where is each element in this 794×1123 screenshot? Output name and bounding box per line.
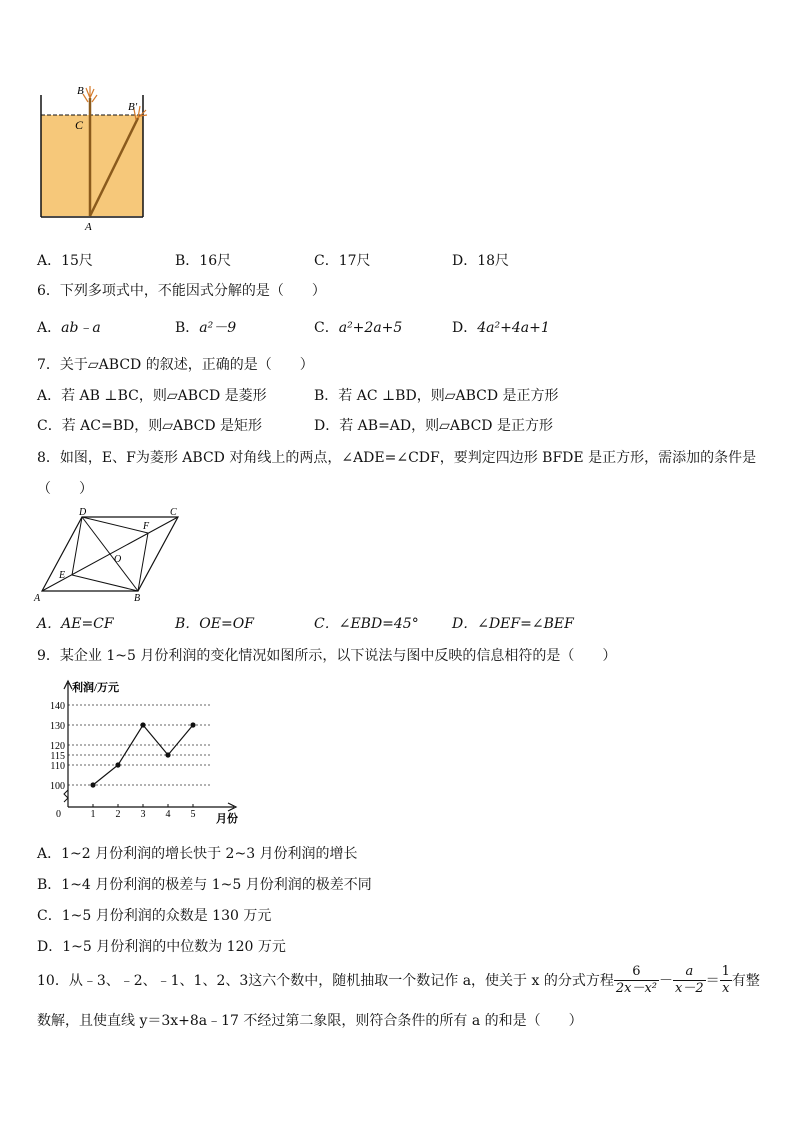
q6-d-expr: 4a²+4a+1 — [477, 320, 550, 336]
q8-option-b[interactable]: B．OE=OF — [175, 616, 254, 632]
data-point-month-3 — [140, 722, 145, 727]
y-tick-label-115: 115 — [50, 751, 65, 762]
q5-option-b[interactable]: B．16尺 — [175, 253, 232, 269]
q9-option-b[interactable]: B．1~4 月份利润的极差与 1~5 月份利润的极差不同 — [37, 877, 372, 893]
q7-option-d[interactable]: D．若 AB=AD，则▱ABCD 是正方形 — [314, 418, 553, 434]
q7-option-a[interactable]: A．若 AB ⊥BC，则▱ABCD 是菱形 — [37, 388, 267, 404]
f2-den: x－2 — [675, 980, 704, 996]
label-B-prime: B′ — [128, 101, 138, 113]
q7-stem: 7．关于▱ABCD 的叙述，正确的是（ ） — [37, 357, 314, 373]
q8-stem-line1: 8．如图，E、F为菱形 ABCD 对角线上的两点，∠ADE=∠CDF，要判定四边形 BFDE 是正方形，需添加的条件是 — [37, 450, 757, 466]
fig8-label-o: O — [114, 554, 122, 565]
data-point-month-4 — [165, 752, 170, 757]
q6-option-c[interactable] — [314, 317, 402, 337]
y-tick-label-110: 110 — [50, 761, 65, 772]
f1-num: 6 — [614, 964, 659, 981]
x-tick-label-1: 1 — [90, 809, 96, 820]
f3-den: x — [722, 980, 730, 996]
data-point-month-2 — [115, 762, 120, 767]
q10-eq: ＝ — [705, 973, 720, 989]
y-tick-label-140: 140 — [50, 701, 65, 712]
q7-option-c[interactable]: C．若 AC=BD，则▱ABCD 是矩形 — [37, 418, 263, 434]
q6-b-expr: a²－9 — [199, 320, 237, 336]
q9-option-a[interactable]: A．1~2 月份利润的增长快于 2~3 月份利润的增长 — [37, 846, 358, 862]
fraction-6-over-2x-x2 — [614, 964, 659, 997]
q6-c-expr: a²+2a+5 — [338, 320, 403, 336]
fraction-1-over-x — [720, 964, 732, 997]
q5-option-a[interactable]: A．15尺 — [37, 253, 93, 269]
y-tick-label-130: 130 — [50, 721, 65, 732]
q10-minus: － — [659, 973, 674, 989]
q6-a-expr: ab﹣a — [61, 320, 101, 336]
fig8-label-b: B — [134, 593, 141, 604]
q8-option-a[interactable]: A．AE=CF — [37, 616, 114, 632]
label-B: B — [77, 85, 84, 97]
q6-d-prefix: D． — [452, 320, 478, 336]
q5-option-d[interactable]: D．18尺 — [452, 253, 510, 269]
water-fill — [41, 115, 143, 216]
f3-num: 1 — [721, 963, 730, 979]
fig8-label-e: E — [59, 570, 66, 581]
q5-option-c[interactable]: C．17尺 — [314, 253, 371, 269]
q8-stem-line2: （ ） — [37, 481, 93, 497]
fig8-label-c: C — [170, 507, 177, 518]
q9-option-d[interactable]: D．1~5 月份利润的中位数为 120 万元 — [37, 939, 286, 955]
rhombus-figure — [30, 505, 190, 605]
label-C: C — [75, 118, 84, 132]
x-tick-label-5: 5 — [190, 809, 196, 820]
fig8-label-f: F — [143, 521, 150, 532]
profit-line-chart — [38, 677, 248, 827]
q10-line1 — [37, 960, 760, 1000]
q6-a-prefix: A． — [37, 320, 62, 336]
q6-option-d[interactable] — [452, 317, 550, 337]
q6-stem: 6．下列多项式中，不能因式分解的是（ ） — [37, 283, 326, 299]
x-tick-label-4: 4 — [165, 809, 171, 820]
q6-option-a[interactable] — [37, 317, 101, 337]
q10-post: 有整 — [731, 973, 760, 989]
q10-pre: 10．从﹣3、﹣2、﹣1、1、2、3这六个数中，随机抽取一个数记作 a，使关于 x 的分式方程 — [37, 973, 614, 989]
q8-option-c[interactable]: C．∠EBD=45° — [314, 616, 419, 632]
q6-option-b[interactable] — [175, 317, 236, 337]
origin-label: 0 — [56, 809, 61, 820]
x-tick-label-2: 2 — [115, 809, 121, 820]
q9-option-c[interactable]: C．1~5 月份利润的众数是 130 万元 — [37, 908, 272, 924]
q6-b-prefix: B． — [175, 320, 200, 336]
q7-option-b[interactable]: B．若 AC ⊥BD，则▱ABCD 是正方形 — [314, 388, 559, 404]
fraction-a-over-x-2 — [673, 964, 706, 997]
label-A: A — [85, 221, 92, 233]
x-tick-label-3: 3 — [140, 809, 146, 820]
y-axis-label: 利润/万元 — [72, 682, 120, 694]
y-tick-label-100: 100 — [50, 781, 65, 792]
data-point-month-5 — [190, 722, 195, 727]
q8-option-d[interactable]: D．∠DEF=∠BEF — [452, 616, 574, 632]
fig8-label-d: D — [79, 507, 87, 518]
fig8-label-a: A — [34, 593, 41, 604]
y-tick-label-120: 120 — [50, 741, 65, 752]
f1-den: 2x－x² — [615, 980, 658, 996]
x-axis-label: 月份 — [216, 813, 238, 825]
f2-num: a — [673, 964, 706, 981]
q6-c-prefix: C． — [314, 320, 339, 336]
q10-line2: 数解，且使直线 y＝3x+8a﹣17 不经过第二象限，则符合条件的所有 a 的和是（ ） — [37, 1013, 583, 1029]
data-point-month-1 — [90, 782, 95, 787]
q9-stem: 9．某企业 1~5 月份利润的变化情况如图所示，以下说法与图中反映的信息相符的是（ ） — [37, 648, 617, 664]
water-container-figure — [30, 80, 160, 235]
